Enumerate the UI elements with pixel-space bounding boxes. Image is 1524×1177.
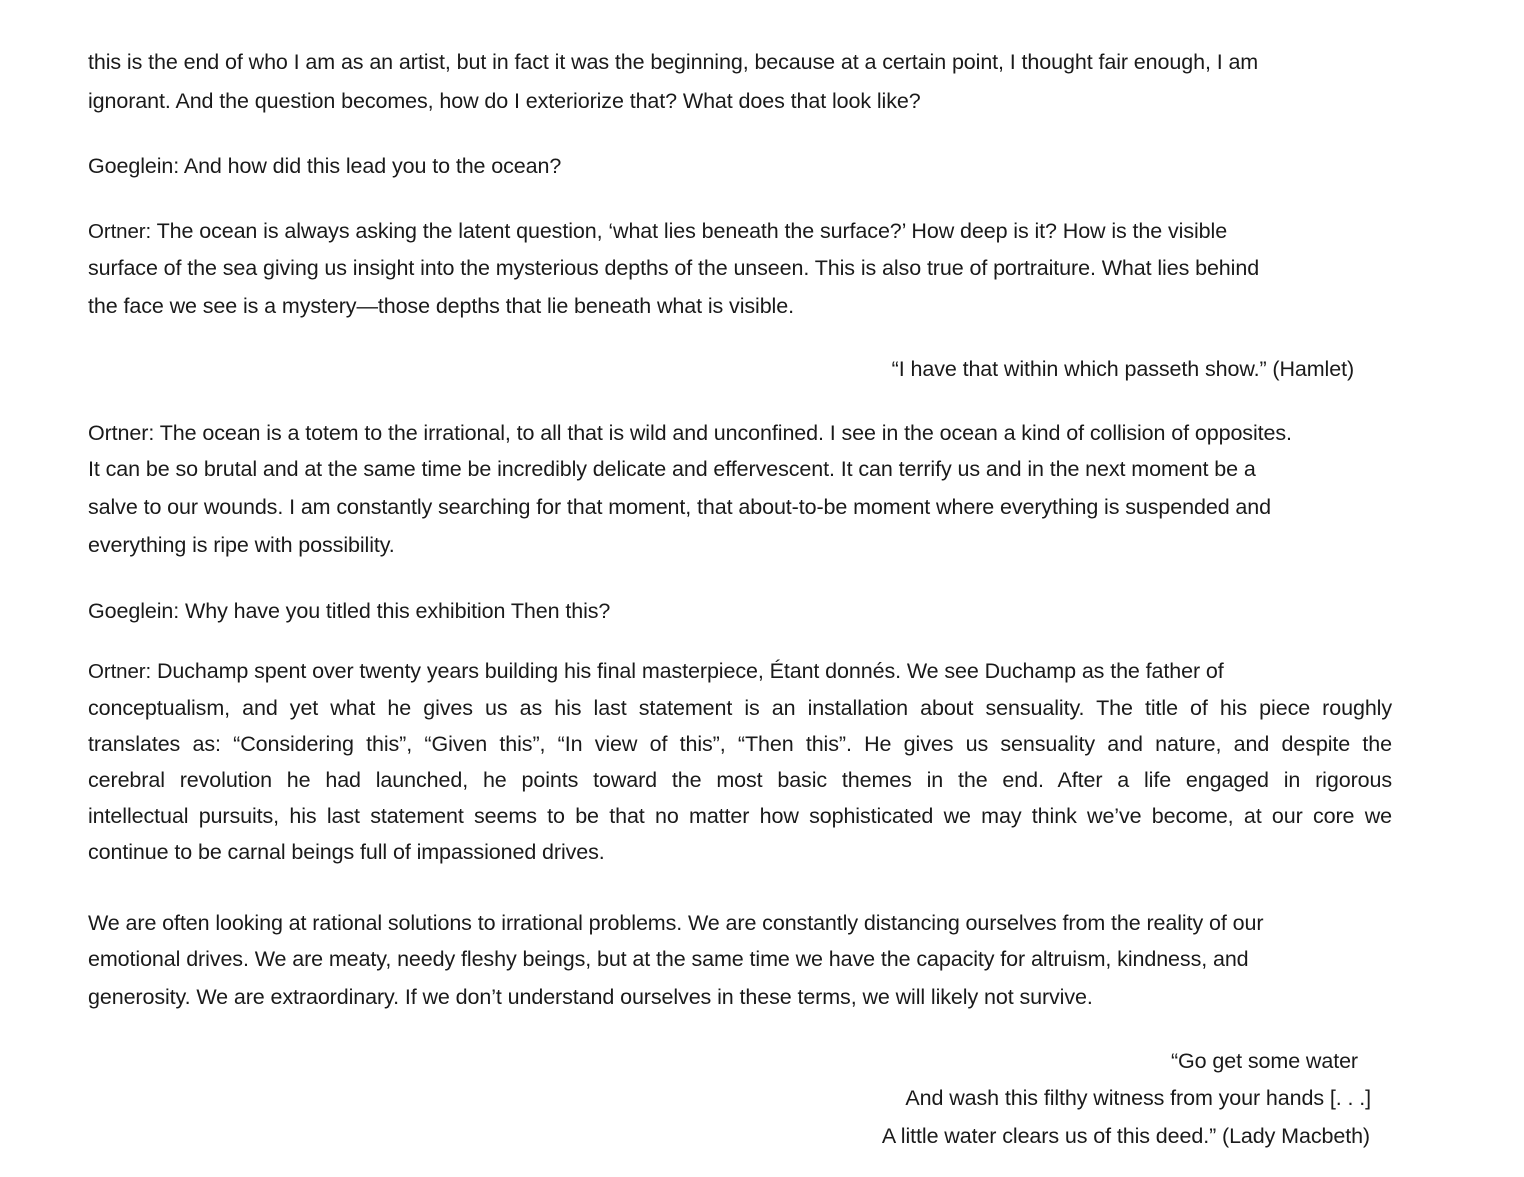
speaker-name: Goeglein: <box>88 154 180 178</box>
speaker-name: Goeglein: <box>88 599 180 623</box>
paragraph-line: this is the end of who I am as an artist, but in fact it was the beginning, because at a certain point, I thought fair enough, I am <box>88 50 1259 74</box>
speaker-name: Ortner: <box>88 220 152 243</box>
interview-answer-line <box>88 221 1227 243</box>
answer-line: intellectual pursuits, his last statement seems to be that no matter how sophisticated we may think we’ve become, at our core we <box>88 804 1392 828</box>
speaker-name: Ortner: <box>88 660 152 683</box>
interview-answer-line <box>88 661 1224 683</box>
macbeth-quote-line: A little water clears us of this deed.” (Lady Macbeth) <box>881 1124 1370 1148</box>
answer-text: Duchamp spent over twenty years building his final masterpiece, Étant donnés. We see Duchamp as the father of <box>156 659 1224 683</box>
answer-line: continue to be carnal beings full of impassioned drives. <box>88 840 605 864</box>
answer-line: everything is ripe with possibility. <box>88 533 395 557</box>
paragraph-line: emotional drives. We are meaty, needy fleshy beings, but at the same time we have the capacity for altruism, kindness, and <box>88 947 1249 971</box>
answer-line: the face we see is a mystery—those depths that lie beneath what is visible. <box>88 294 794 318</box>
answer-line: cerebral revolution he had launched, he points toward the most basic themes in the end. After a life engaged in rigorous <box>88 768 1392 792</box>
answer-text: The ocean is a totem to the irrational, to all that is wild and unconfined. I see in the ocean a kind of collision of opposites. <box>159 421 1292 445</box>
question-text: Why have you titled this exhibition Then this? <box>185 599 611 623</box>
answer-line: surface of the sea giving us insight into the mysterious depths of the unseen. This is also true of portraiture. What lies behind <box>88 256 1260 280</box>
macbeth-quote-line: And wash this filthy witness from your hands [. . .] <box>905 1086 1371 1110</box>
answer-line: conceptualism, and yet what he gives us as his last statement is an installation about sensuality. The title of his piece roughly <box>88 696 1392 720</box>
paragraph-line: generosity. We are extraordinary. If we don’t understand ourselves in these terms, we will likely not survive. <box>88 985 1093 1009</box>
interview-question <box>88 601 610 623</box>
interview-answer-line <box>88 423 1292 445</box>
answer-line: translates as: “Considering this”, “Given this”, “In view of this”, “Then this”. He gives us sensuality and nature, and despite the <box>88 732 1392 756</box>
speaker-name: Ortner: <box>88 421 155 445</box>
question-text: And how did this lead you to the ocean? <box>183 154 562 178</box>
interview-question <box>88 156 561 178</box>
macbeth-quote-line: “Go get some water <box>1171 1049 1358 1073</box>
hamlet-quote: “I have that within which passeth show.” (Hamlet) <box>891 357 1354 381</box>
paragraph-line: We are often looking at rational solutions to irrational problems. We are constantly distancing ourselves from the reality of our <box>88 911 1264 935</box>
answer-line: It can be so brutal and at the same time be incredibly delicate and effervescent. It can terrify us and in the next moment be a <box>88 457 1256 481</box>
answer-text: The ocean is always asking the latent question, ‘what lies beneath the surface?’ How deep is it? How is the visible <box>156 219 1228 243</box>
paragraph-line: ignorant. And the question becomes, how do I exteriorize that? What does that look like? <box>88 89 921 113</box>
answer-line: salve to our wounds. I am constantly searching for that moment, that about-to-be moment where everything is suspended and <box>88 495 1271 519</box>
